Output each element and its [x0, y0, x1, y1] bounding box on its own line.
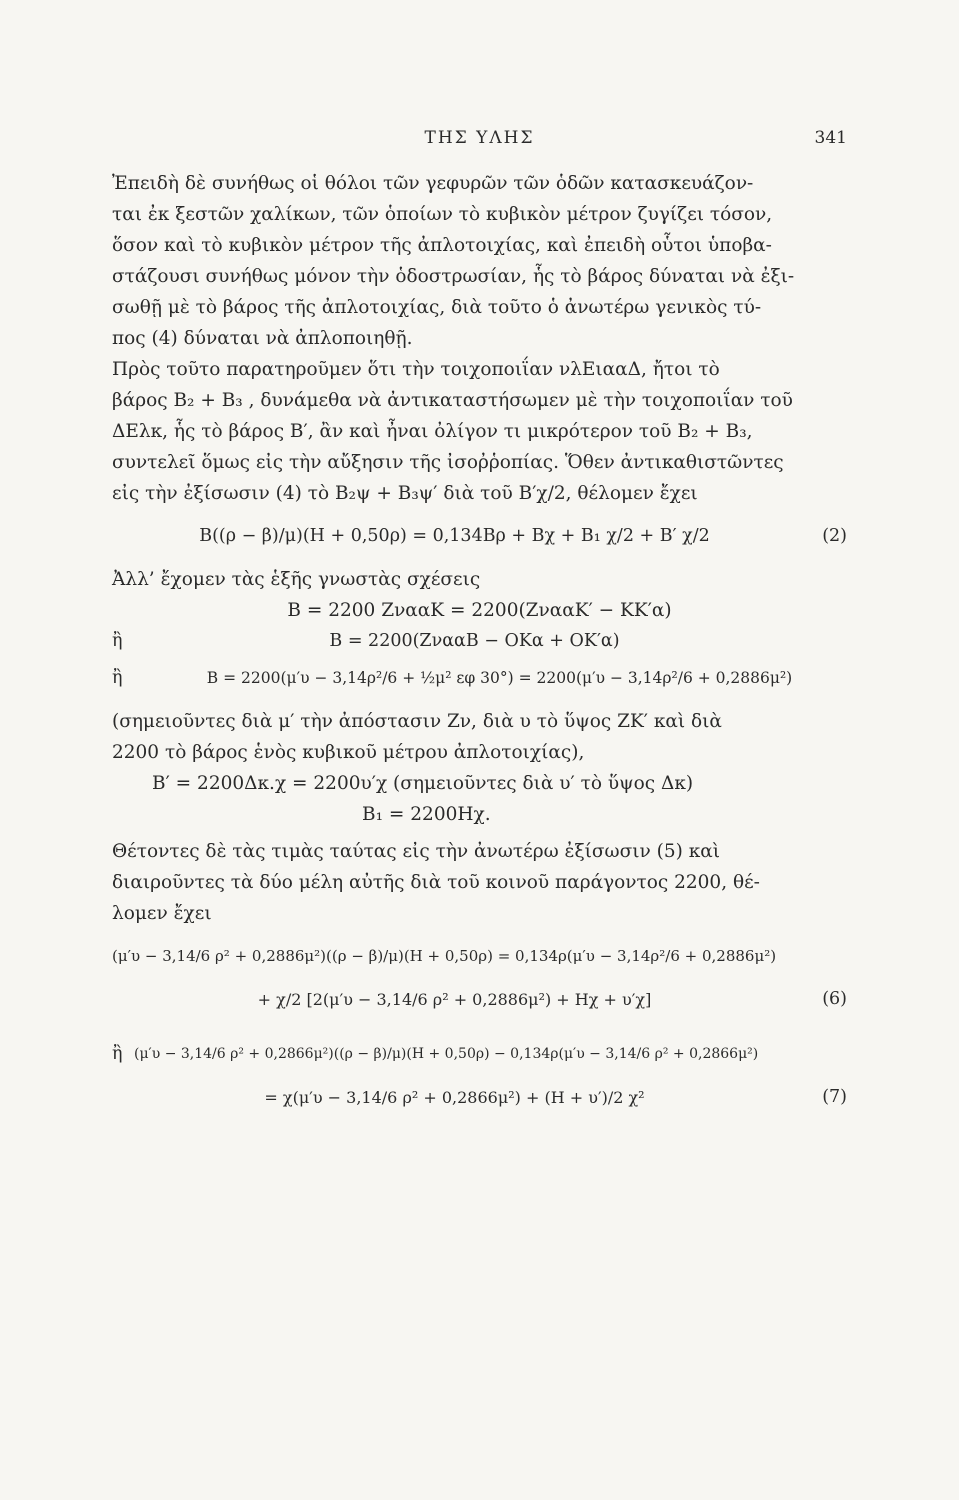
text-line: λομεν ἔχει: [112, 903, 212, 924]
or-marker: ἢ: [112, 668, 123, 688]
text-line: στάζουσι συνήθως μόνον τὴν ὁδοστρωσίαν, ἧς τὸ βάρος δύναται νὰ ἐξι-: [112, 266, 795, 287]
equation-number: (2): [822, 526, 847, 546]
paragraph-5: [112, 836, 847, 929]
text-line: Ἀλλ’ ἔχομεν τὰς ἑξῆς γνωστὰς σχέσεις: [112, 569, 481, 590]
text-line: συντελεῖ ὅμως εἰς τὴν αὔξησιν τῆς ἰσοῤῥοπίας. Ὅθεν ἀντικαθιστῶντες: [112, 452, 784, 473]
equation-7-line-2: [112, 1082, 847, 1113]
relation-3: [112, 663, 847, 694]
running-title: ΤΗΣ ΥΛΗΣ: [424, 128, 535, 148]
equation-number: (6): [822, 989, 847, 1009]
or-marker: ἢ: [112, 631, 123, 651]
relation-5: B₁ = 2200Hχ.: [362, 804, 491, 825]
relation-2: [112, 626, 847, 657]
page-number: 341: [814, 128, 847, 148]
text-line: Πρὸς τοῦτο παρατηροῦμεν ὅτι τὴν τοιχοποιΐαν νλΕιααΔ, ἤτοι τὸ: [112, 359, 720, 380]
equation-body: (μ′υ − 3,14/6 ρ² + 0,2866μ²)((ρ − β)/μ)(H + 0,50ρ) − 0,134ρ(μ′υ − 3,14/6 ρ² + 0,2866μ²): [134, 1046, 759, 1062]
paragraph-4: [112, 706, 847, 768]
equation-6-line-2: [112, 984, 847, 1015]
text-line: ται ἐκ ξεστῶν χαλίκων, τῶν ὁποίων τὸ κυβικὸν μέτρον ζυγίζει τόσον,: [112, 204, 773, 225]
paragraph-3: [112, 564, 847, 595]
text-line: (σημειοῦντες διὰ μ′ τὴν ἀπόστασιν Zν, διὰ υ τὸ ὕψος ZK′ καὶ διὰ: [112, 711, 722, 732]
text-line: ΔΕλκ, ἧς τὸ βάρος B′, ἂν καὶ ἦναι ὀλίγον τι μικρότερον τοῦ B₂ + B₃,: [112, 421, 753, 442]
or-marker: ἢ: [112, 1044, 123, 1064]
page-body: [112, 168, 847, 1113]
text-line: Ἐπειδὴ δὲ συνήθως οἱ θόλοι τῶν γεφυρῶν τῶν ὁδῶν κατασκευάζον-: [112, 173, 754, 194]
text-line: ὅσον καὶ τὸ κυβικὸν μέτρον τῆς ἀπλοτοιχίας, καὶ ἐπειδὴ οὗτοι ὑποβα-: [112, 235, 772, 256]
relation-body: B = 2200(μ′υ − 3,14ρ²/6 + ½μ² εφ 30°) = 2200(μ′υ − 3,14ρ²/6 + 0,2886μ²): [206, 669, 793, 687]
text-line: βάρος B₂ + B₃ , δυνάμεθα νὰ ἀντικαταστήσωμεν μὲ τὴν τοιχοποιΐαν τοῦ: [112, 390, 793, 411]
relation-1: B = 2200 ZνααK = 2200(ZνααK′ − KK′α): [287, 600, 672, 621]
relation-4: B′ = 2200Δκ.χ = 2200υ′χ (σημειοῦντες διὰ υ′ τὸ ὕψος Δκ): [152, 773, 694, 794]
equation-number: (7): [822, 1087, 847, 1107]
paragraph-1: [112, 168, 847, 354]
equation-body: + χ/2 [2(μ′υ − 3,14/6 ρ² + 0,2886μ²) + Hχ + υ′χ]: [257, 990, 652, 1009]
relation-body: B = 2200(ZνααB − OKα + OK′α): [329, 631, 620, 651]
text-line: πος (4) δύναται νὰ ἀπλοποιηθῇ.: [112, 328, 413, 349]
equation-body: (μ′υ − 3,14/6 ρ² + 0,2886μ²)((ρ − β)/μ)(H + 0,50ρ) = 0,134ρ(μ′υ − 3,14ρ²/6 + 0,2886μ²): [112, 947, 777, 965]
text-line: Θέτοντες δὲ τὰς τιμὰς ταύτας εἰς τὴν ἀνωτέρω ἐξίσωσιν (5) καὶ: [112, 841, 721, 862]
text-line: εἰς τὴν ἐξίσωσιν (4) τὸ B₂ψ + B₃ψ′ διὰ τοῦ B′χ/2, θέλομεν ἔχει: [112, 483, 698, 504]
equation-body: = χ(μ′υ − 3,14/6 ρ² + 0,2866μ²) + (H + υ′)/2 χ²: [264, 1088, 645, 1107]
text-line: διαιροῦντες τὰ δύο μέλη αὐτῆς διὰ τοῦ κοινοῦ παράγοντος 2200, θέ-: [112, 872, 760, 893]
page-header: [112, 128, 847, 158]
equation-2: [112, 521, 847, 552]
text-line: 2200 τὸ βάρος ἑνὸς κυβικοῦ μέτρου ἀπλοτοιχίας),: [112, 742, 585, 763]
text-line: σωθῇ μὲ τὸ βάρος τῆς ἀπλοτοιχίας, διὰ τοῦτο ὁ ἀνωτέρω γενικὸς τύ-: [112, 297, 762, 318]
equation-7-line-1: [112, 1039, 847, 1070]
equation-body: B((ρ − β)/μ)(H + 0,50ρ) = 0,134Bρ + Bχ + B₁ χ/2 + B′ χ/2: [199, 526, 710, 546]
paragraph-2: [112, 354, 847, 509]
equation-6-line-1: [112, 941, 847, 972]
